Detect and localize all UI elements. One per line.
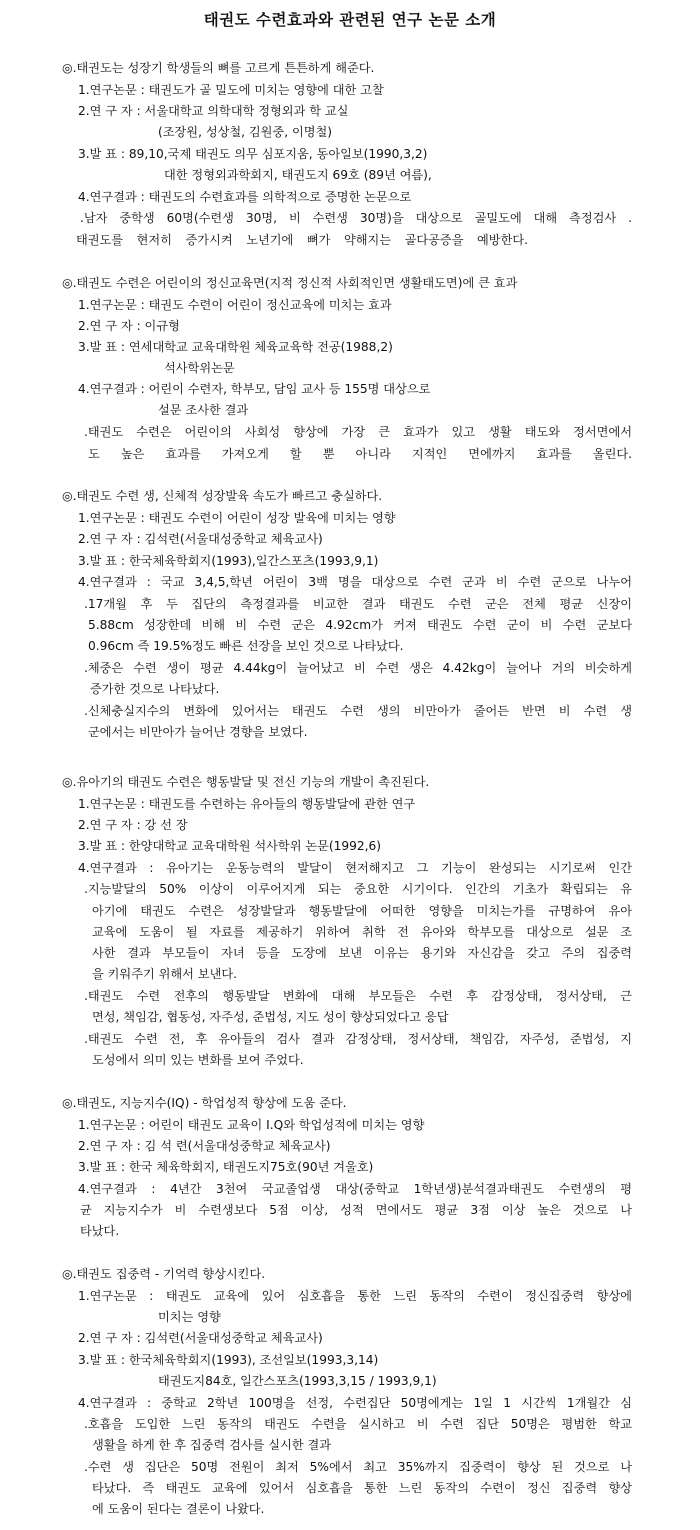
section-6-result-line: .수련 생 집단은 50명 전원이 최저 5%에서 최고 35%까지 집중력이 향상 된 것으로 나: [84, 1460, 632, 1474]
section-4-researcher: 2.연 구 자 : 강 선 장: [78, 818, 188, 832]
section-2-result-line: 도 높은 효과를 가져오게 할 뿐 아니라 지적인 면에까지 효과를 올린다.: [88, 447, 632, 461]
section-5-researcher: 2.연 구 자 : 김 석 련(서울대성중학교 체육교사): [78, 1139, 331, 1153]
section-1-publication: 3.발 표 : 89,10,국제 태권도 의무 심포지움, 동아일보(1990,3,2): [78, 147, 428, 161]
section-1-result-line: .남자 중학생 60명(수련생 30명, 비 수련생 30명)을 대상으로 골밀도에 대해 측정검사 .: [80, 211, 632, 225]
section-4-result-line: 교육에 도움이 될 자료를 제공하기 위하여 취학 전 유아와 학부모를 대상으로 설문 조: [92, 925, 632, 939]
section-4-heading: ◎.유아기의 태권도 수련은 행동발달 및 전신 기능의 개발이 촉진된다.: [62, 775, 430, 789]
section-6-publication-cont: 태권도지84호, 일간스포츠(1993,3,15 / 1993,9,1): [158, 1374, 437, 1388]
section-4-result-line: 아기에 태권도 수련은 성장발달과 행동발달에 어떠한 영향을 미치는가를 규명하여 유아: [92, 904, 632, 918]
section-1-result: 4.연구결과 : 태권도의 수련효과를 의학적으로 증명한 논문으로: [78, 190, 412, 204]
section-5-result-line: 타났다.: [80, 1224, 120, 1238]
section-5-result-line: 균 지능지수가 비 수련생보다 5점 이상, 성적 면에서도 평균 3점 이상 높은 것으로 나: [80, 1203, 632, 1217]
section-4-result: 4.연구결과 : 유아기는 운동능력의 발달이 현저해지고 그 기능이 완성되는 시기로써 인간: [78, 861, 632, 875]
section-4-paper: 1.연구논문 : 태권도를 수련하는 유아들의 행동발달에 관한 연구: [78, 797, 416, 811]
section-1-heading: ◎.태권도는 성장기 학생들의 뼈를 고르게 튼튼하게 해준다.: [62, 61, 375, 75]
section-6-researcher: 2.연 구 자 : 김석련(서울대성중학교 체육교사): [78, 1331, 323, 1345]
section-2-paper: 1.연구논문 : 태권도 수련이 어린이 정신교육에 미치는 효과: [78, 298, 392, 312]
section-3-researcher: 2.연 구 자 : 김석련(서울대성중학교 체육교사): [78, 532, 323, 546]
section-3-result-line: .17개월 후 두 집단의 측정결과를 비교한 결과 태권도 수련 군은 전체 평균 신장이: [84, 597, 632, 611]
section-5-paper: 1.연구논문 : 어린이 태권도 교육이 I.Q와 학업성적에 미치는 영향: [78, 1118, 425, 1132]
section-2-result-line: .태권도 수련은 어린이의 사회성 향상에 가장 큰 효과가 있고 생활 태도와 정서면에서: [84, 425, 632, 439]
section-6-heading: ◎.태권도 집중력 - 기억력 향상시킨다.: [62, 1267, 266, 1281]
section-3-result: 4.연구결과 : 국교 3,4,5,학년 어린이 3백 명을 대상으로 수련 군과 비 수련 군으로 나누어: [78, 575, 632, 589]
section-3-result-line: 증가한 것으로 나타났다.: [90, 682, 220, 696]
section-6-publication: 3.발 표 : 한국체육학회지(1993), 조선일보(1993,3,14): [78, 1353, 379, 1367]
section-3-result-line: .신체충실지수의 변화에 있어서는 태권도 수련 생의 비만아가 줄어든 반면 비 수련 생: [84, 704, 632, 718]
section-1-paper: 1.연구논문 : 태권도가 골 밀도에 미치는 영향에 대한 고찰: [78, 83, 384, 97]
section-3-publication: 3.발 표 : 한국체육학회지(1993),일간스포츠(1993,9,1): [78, 554, 379, 568]
section-2-result: 4.연구결과 : 어린이 수련자, 학부모, 담임 교사 등 155명 대상으로: [78, 382, 431, 396]
section-3-result-line: 0.96cm 즉 19.5%정도 빠른 선장을 보인 것으로 나타났다.: [88, 639, 404, 653]
section-4-result-line: .지능발달의 50% 이상이 이루어지게 되는 중요한 시기이다. 인간의 기초가 확립되는 유: [84, 882, 632, 896]
section-2-result-cont: 설문 조사한 결과: [158, 403, 249, 417]
section-6-result-line: 타났다. 즉 태권도 교육에 있어서 심호흡을 통한 느린 동작의 수련이 정신 집중력 향상: [92, 1481, 632, 1495]
section-4-result-line: 면성, 책임감, 협동성, 자주성, 준법성, 지도 성이 향상되었다고 응답: [92, 1010, 449, 1024]
section-2-publication-cont: 석사학위논문: [164, 361, 235, 375]
section-6-result: 4.연구결과 : 중학교 2학년 100명을 선정, 수련집단 50명에게는 1일 1 시간씩 1개월간 심: [78, 1396, 632, 1410]
section-3-result-line: 5.88cm 성장한데 비해 비 수련 군은 4.92cm가 커져 태권도 수련 군이 비 수련 군보다: [88, 618, 632, 632]
section-6-paper: 1.연구논문 : 태권도 교육에 있어 심호흡을 통한 느린 동작의 수련이 정신집중력 향상에: [78, 1289, 632, 1303]
section-5-publication: 3.발 표 : 한국 체육학회지, 태권도지75호(90년 겨울호): [78, 1160, 374, 1174]
section-6-result-line: .호흡을 도입한 느린 동작의 태권도 수련을 실시하고 비 수련 집단 50명은 평범한 학교: [84, 1417, 632, 1431]
section-6-result-line: 에 도움이 된다는 결론이 나왔다.: [92, 1502, 265, 1516]
section-1-publication-cont: 대한 정형외과학회지, 태권도지 69호 (89년 여름),: [164, 168, 432, 182]
section-1-result-line: 태권도를 현저히 증가시켜 노년기에 뼈가 약해지는 골다공증을 예방한다.: [76, 233, 528, 247]
section-4-result-line: 을 키워주기 위해서 보낸다.: [92, 967, 238, 981]
section-5-result-line: 4.연구결과 : 4년간 3천여 국교졸업생 대상(중학교 1학년생)분석결과태권도 수련생의 평: [78, 1182, 632, 1196]
section-3-result-line: .체중은 수련 생이 평균 4.44kg이 늘어났고 비 수련 생은 4.42kg이 늘어나 거의 비슷하게: [84, 661, 632, 675]
section-5-heading: ◎.태권도, 지능지수(IQ) - 학업성적 향상에 도움 준다.: [62, 1096, 347, 1110]
section-1-researcher-names: (조장원, 성상철, 김원중, 이명철): [158, 125, 333, 139]
section-2-heading: ◎.태권도 수련은 어린이의 정신교육면(지적 정신적 사회적인면 생활태도면)에 큰 효과: [62, 276, 518, 290]
section-4-publication: 3.발 표 : 한양대학교 교육대학원 석사학위 논문(1992,6): [78, 839, 382, 853]
section-3-paper: 1.연구논문 : 태권도 수련이 어린이 성장 발육에 미치는 영향: [78, 511, 396, 525]
section-6-paper-cont: 미치는 영향: [158, 1310, 221, 1324]
section-3-heading: ◎.태권도 수련 생, 신체적 성장발육 속도가 빠르고 충실하다.: [62, 489, 383, 503]
section-3-result-line: 군에서는 비만아가 늘어난 경향을 보였다.: [88, 725, 308, 739]
page-title: 태권도 수련효과와 관련된 연구 논문 소개: [203, 11, 497, 29]
section-2-researcher: 2.연 구 자 : 이규형: [78, 319, 180, 333]
section-6-result-line: 생활을 하게 한 후 집중력 검사를 실시한 결과: [92, 1438, 332, 1452]
section-2-publication: 3.발 표 : 연세대학교 교육대학원 체육교육학 전공(1988,2): [78, 340, 393, 354]
section-4-result-line: 사한 결과 부모들이 자녀 등을 도장에 보낸 이유는 용기와 자신감을 갖고 주의 집중력: [92, 946, 632, 960]
section-1-researcher: 2.연 구 자 : 서울대학교 의학대학 정형외과 학 교실: [78, 104, 349, 118]
section-4-result-line: .태권도 수련 전, 후 유아들의 검사 결과 감정상태, 정서상태, 책임감, 자주성, 준법성, 지: [84, 1032, 632, 1046]
section-4-result-line: .태권도 수련 전후의 행동발달 변화에 대해 부모들은 수련 후 감정상태, 정서상태, 근: [84, 989, 632, 1003]
section-4-result-line: 도성에서 의미 있는 변화를 보여 주었다.: [92, 1053, 304, 1067]
